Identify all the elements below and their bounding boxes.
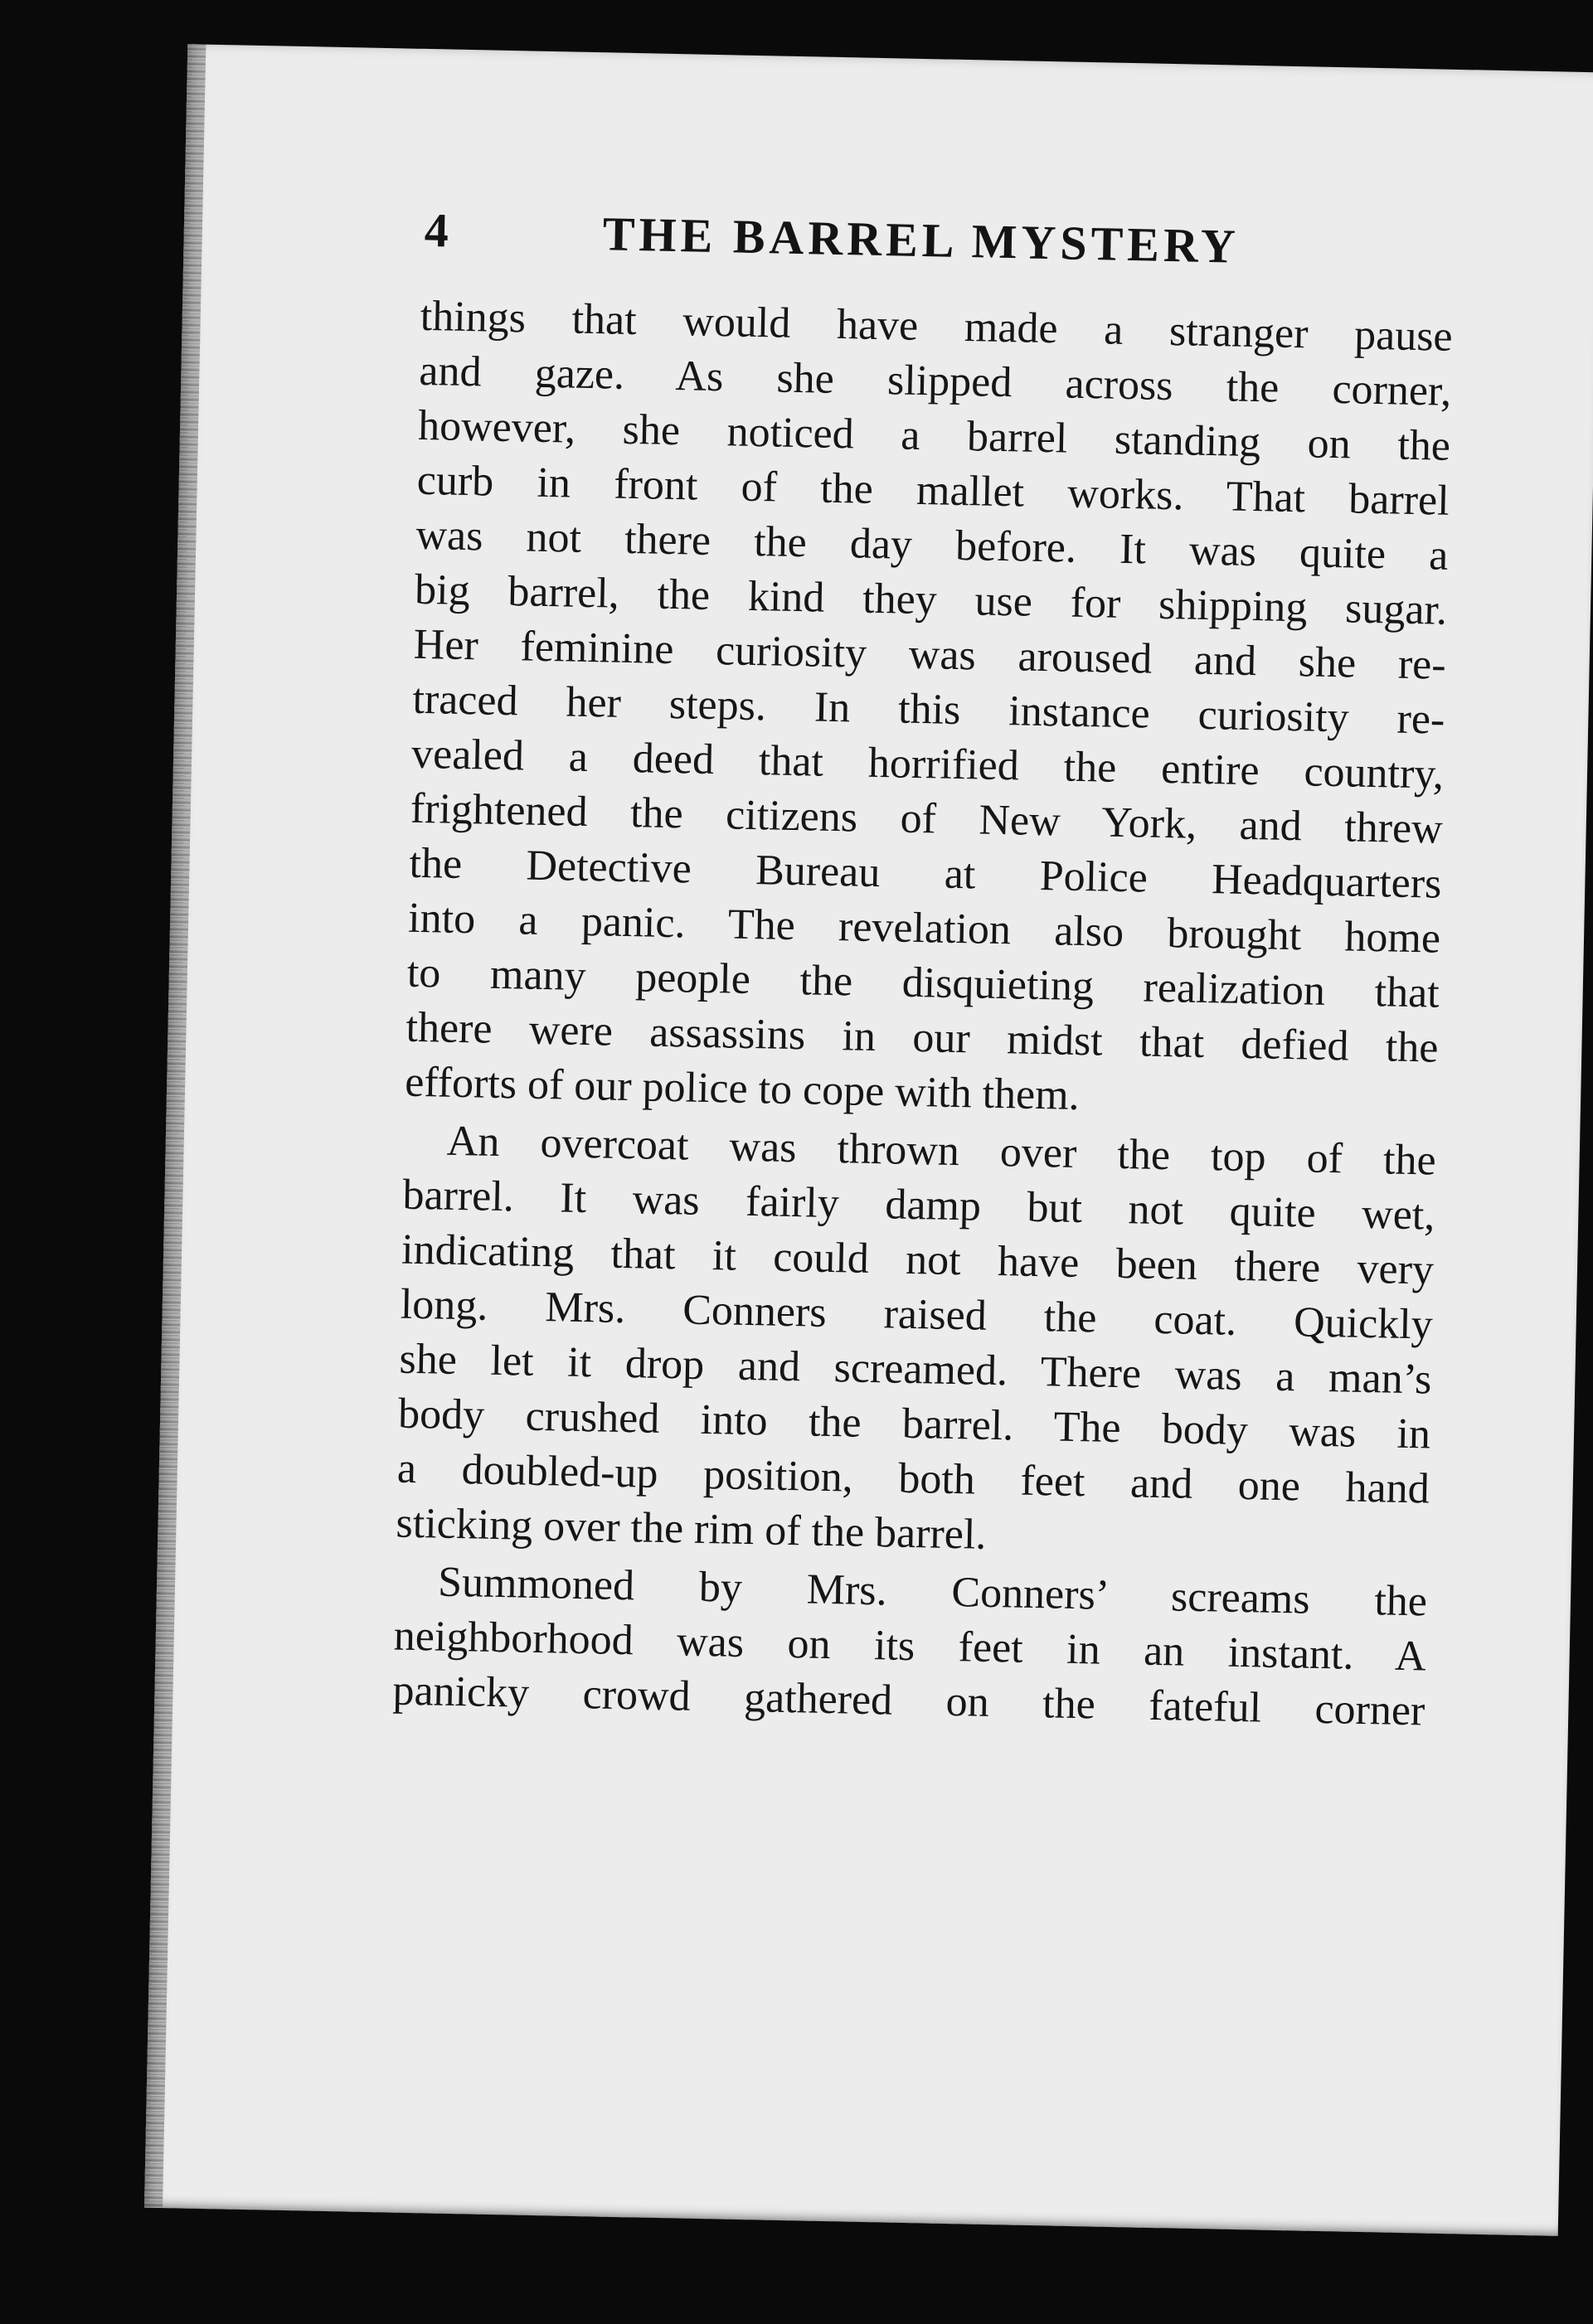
text-line: efforts of our police to cope with them. (404, 1058, 1081, 1119)
page-number: 4 (424, 202, 449, 258)
text-line: curb in front of the mallet works. That barrel (416, 456, 1450, 525)
text-line: Summoned by Mrs. Conners’ screams the (437, 1558, 1428, 1626)
text-line: indicating that it could not have been there very (401, 1225, 1435, 1294)
text-line: she let it drop and screamed. There was a man’s (399, 1335, 1432, 1404)
text-line: body crushed into the barrel. The body was in (397, 1390, 1431, 1458)
running-title: THE BARREL MYSTERY (602, 206, 1241, 274)
text-line: and gaze. As she slipped across the corner, (418, 347, 1452, 415)
text-line: frightened the citizens of New York, and threw (410, 784, 1444, 853)
text-line: there were assassins in our midst that defied the (406, 1003, 1439, 1072)
running-header (424, 202, 1461, 289)
text-line: long. Mrs. Conners raised the coat. Quickly (400, 1280, 1434, 1349)
text-line: a doubled-up position, both feet and one hand (396, 1444, 1430, 1513)
text-line: Her feminine curiosity was aroused and she re- (413, 620, 1447, 689)
text-line: neighborhood was on its feet in an instant. A (393, 1612, 1427, 1681)
text-line: panicky crowd gathered on the fateful corner (391, 1667, 1425, 1735)
page-binding-edge (144, 44, 206, 2208)
text-line: the Detective Bureau at Police Headquarters (409, 839, 1442, 908)
paragraph-2 (396, 1113, 1436, 1572)
text-line: into a panic. The revelation also brought home (407, 894, 1441, 963)
text-line: barrel. It was fairly damp but not quite wet, (401, 1171, 1435, 1240)
book-page (144, 44, 1593, 2236)
paragraph-1 (405, 289, 1454, 1131)
text-line: things that would have made a stranger pause (420, 292, 1454, 361)
paragraph-3 (392, 1555, 1428, 1739)
text-line: An overcoat was thrown over the top of the (446, 1117, 1437, 1185)
text-line: traced her steps. In this instance curiosity re- (411, 675, 1445, 744)
text-line: big barrel, the kind they use for shipping sugar. (414, 565, 1448, 634)
text-line: vealed a deed that horrified the entire country, (410, 730, 1445, 798)
text-line: however, she noticed a barrel standing on the (417, 401, 1451, 470)
text-line: sticking over the rim of the barrel. (396, 1499, 987, 1559)
text-line: was not there the day before. It was quite a (415, 511, 1449, 580)
body-text (392, 289, 1453, 1739)
text-line: to many people the disquieting realization that (406, 949, 1440, 1017)
